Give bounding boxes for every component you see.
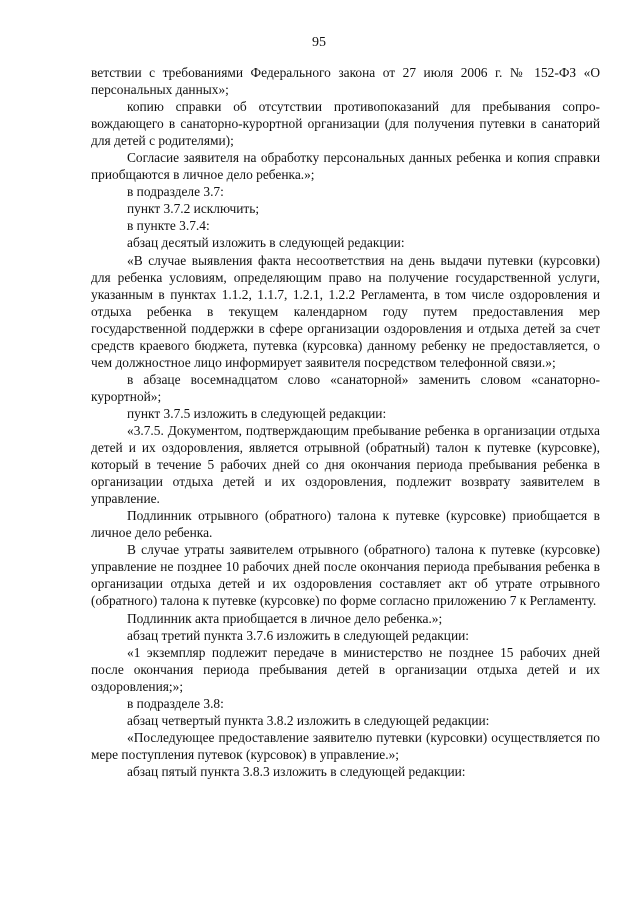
paragraph: «1 экземпляр подлежит передаче в министерство не позднее 15 рабочих дней после окончания периода пребывания детей в организации отдыха детей и их оздоровления;»; [91, 644, 600, 694]
paragraph: абзац третий пункта 3.7.6 изложить в следующей редакции: [127, 627, 469, 643]
paragraph: Согласие заявителя на обработку персональных данных ребенка и копия справки приобщаются в личное дело ребенка.»; [91, 150, 600, 183]
paragraph: В случае утраты заявителем отрывного (обратного) талона к путевке (курсовке) управление не позднее 10 рабочих дней после окончания периода пребывания ребенка в организации отдыха детей и их оздоровления составляет акт об утрате отрывного (обратного) талона к путевке (курсовке) по форме согласно приложению 7 к Регламенту. [91, 542, 600, 609]
paragraph: копию справки об отсутствии противопоказаний для пребывания сопровождающего в санаторно-курортной организации (для получения путевки в санаторий для детей с родителями); [91, 99, 600, 149]
paragraph: абзац десятый изложить в следующей редакции: [127, 235, 405, 251]
document-body [91, 64, 600, 780]
paragraph: абзац четвертый пункта 3.8.2 изложить в следующей редакции: [127, 712, 490, 728]
paragraph: в абзаце восемнадцатом слово «санаторной» заменить словом «санаторно-курортной»; [91, 371, 600, 404]
paragraph: «В случае выявления факта несоответствия на день выдачи путевки (курсовки) для ребенка условиям, определяющим право на получение государственной услуги, указанным в пунктах 1.1.2, 1.1.7, 1.2.1, 1.2.2 Регламента, в том числе оздоровления и отдыха ребенка в текущем календарном году путем предоставления мер государственной поддержки в сфере организации оздоровления и отдыха детей за счет средств краевого бюджета, путевка (курсовка) данному ребенку не предоставляется, о чем должностное лицо информирует заявителя посредством телефонной связи.»; [91, 252, 600, 370]
paragraph: в подразделе 3.8: [127, 695, 224, 711]
paragraph: в подразделе 3.7: [127, 184, 224, 200]
paragraph: в пункте 3.7.4: [127, 218, 210, 234]
paragraph: Подлинник акта приобщается в личное дело ребенка.»; [127, 610, 443, 626]
page-number: 95 [312, 35, 326, 50]
paragraph: пункт 3.7.5 изложить в следующей редакции: [127, 405, 387, 421]
paragraph: «3.7.5. Документом, подтверждающим пребывание ребенка в организации отдыха детей и их оздоровления, является отрывной (обратный) талон к путевке (курсовке), который в течение 5 рабочих дней со дня окончания периода пребывания ребенка в организации отдыха детей и их оздоровления, подлежит возврату заявителем в управление. [91, 422, 600, 507]
paragraph: «Последующее предоставление заявителю путевки (курсовки) осуществляется по мере поступления путевок (курсовок) в управление.»; [91, 729, 600, 762]
paragraph: абзац пятый пункта 3.8.3 изложить в следующей редакции: [127, 763, 466, 779]
paragraph: Подлинник отрывного (обратного) талона к путевке (курсовке) приобщается в личное дело ребенка. [91, 508, 600, 541]
paragraph: пункт 3.7.2 исключить; [127, 201, 260, 217]
paragraph: ветствии с требованиями Федерального закона от 27 июля 2006 г. № 152-ФЗ «О персональных данных»; [91, 65, 600, 98]
